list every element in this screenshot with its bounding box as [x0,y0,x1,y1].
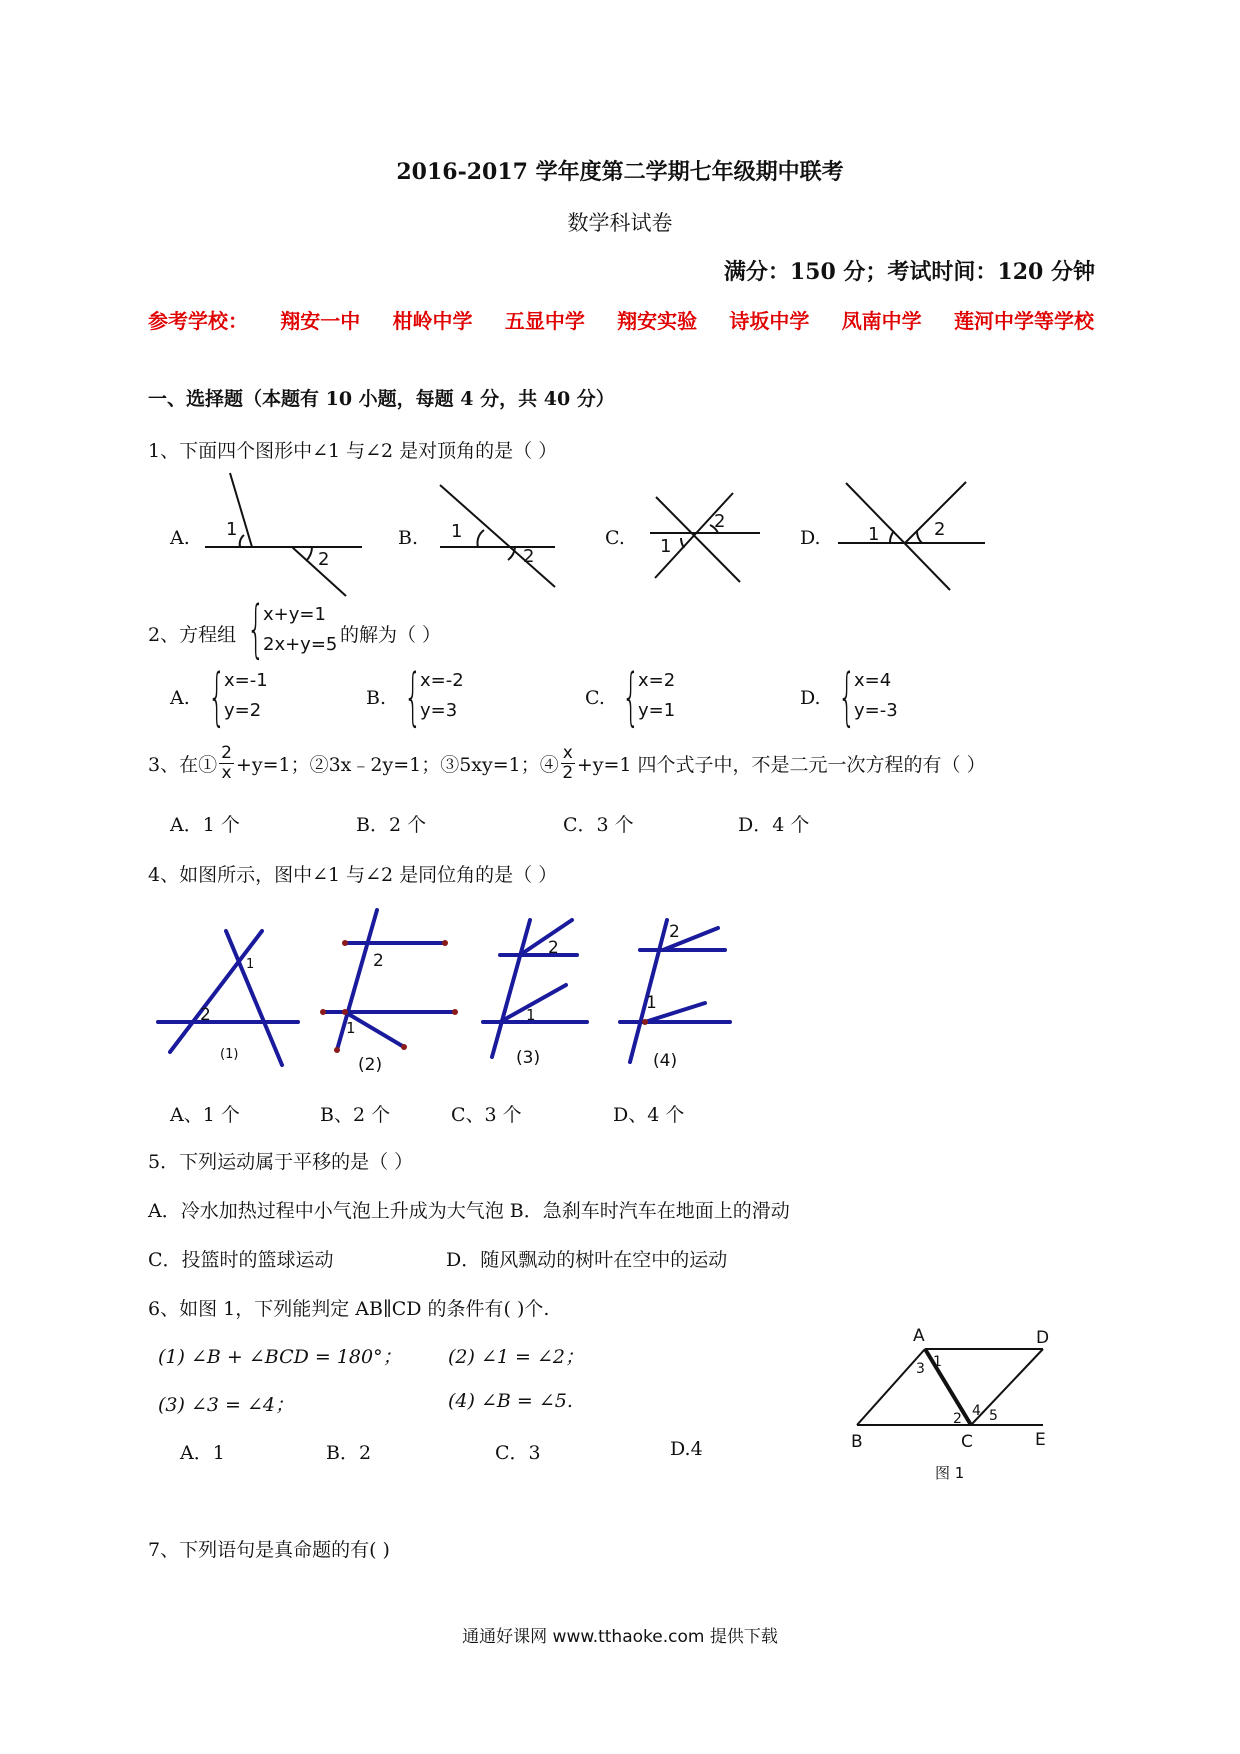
q4-option-c: C、3 个 [451,1104,522,1126]
q1c-label-1: 1 [660,536,672,557]
q2-option-b-y: y=3 [420,700,458,721]
q6-option-c: C．3 [495,1442,541,1464]
q4-option-b: B、2 个 [320,1104,391,1126]
q1d-label-2: 2 [934,519,946,540]
q3-fraction-1-num: 2 [221,743,232,763]
q2-brace: { [247,592,265,665]
q4f4-label-1: 1 [646,993,657,1013]
q6-line-ab [857,1349,925,1425]
q4f2-label-2: 2 [373,951,384,971]
q1a-label-1: 1 [226,519,238,540]
q2-eq1: x+y=1 [263,604,326,625]
q2-option-a-label: A. [170,687,190,709]
q2-option-c-y: y=1 [638,700,676,721]
q2-eq2: 2x+y=5 [263,634,338,655]
q4-option-a: A、1 个 [170,1104,240,1126]
q4f3-caption: (3) [516,1048,541,1068]
q3-part2: +y=1；②3x﹣2y=1；③5xy=1；④ [235,754,559,776]
footer: 通通好课网 www.tthaoke.com 提供下载 [462,1627,778,1647]
q4f4-caption: (4) [653,1051,678,1071]
q5-option-b: B．急刹车时汽车在地面上的滑动 [509,1200,790,1222]
q3-option-c: C．3 个 [563,814,634,836]
q3-option-d: D．4 个 [738,814,810,836]
q4f4-label-2: 2 [669,922,680,942]
q6-condition-1: (1) ∠B + ∠BCD = 180°； [158,1346,402,1368]
q2-suffix: 的解为（ ） [340,624,442,646]
q6-line-dc [971,1349,1043,1425]
q1a-label-2: 2 [318,549,330,570]
q6-condition-3: (3) ∠3 = ∠4； [158,1394,294,1416]
q1c-label-2: 2 [714,511,726,532]
q4f2-caption: (2) [358,1055,383,1075]
school-item: 诗坂中学 [729,309,810,333]
q6-point-d: D [1036,1328,1050,1348]
q2-option-c-label: C. [585,687,605,709]
q6-point-c: C [961,1432,973,1452]
q1-text: 1、下面四个图形中∠1 与∠2 是对顶角的是（ ） [148,440,558,462]
q2-option-d-x: x=4 [854,670,892,691]
q4-option-d: D、4 个 [613,1104,685,1126]
q2-option-a-brace: { [208,660,226,733]
q6-angle-5: 5 [989,1408,998,1424]
q4f2-label-1: 1 [346,1019,356,1037]
q6-option-b: B．2 [326,1442,372,1464]
q6-point-a: A [913,1326,925,1346]
q6-condition-4: (4) ∠B = ∠5. [448,1390,573,1412]
school-item: 翔安实验 [617,309,698,333]
q7-text: 7、下列语句是真命题的有( ) [148,1539,390,1561]
q6-angle-4: 4 [972,1403,981,1419]
q6-point-b: B [851,1432,863,1452]
q6-angle-2: 2 [953,1411,962,1427]
q4-text: 4、如图所示，图中∠1 与∠2 是同位角的是（ ） [148,864,558,886]
school-item: 五显中学 [504,309,585,333]
q2-option-b-brace: { [404,660,422,733]
q1-option-b: B. [398,527,419,549]
q1-option-c: C. [605,527,625,549]
section-title: 一、选择题（本题有 10 小题，每题 4 分，共 40 分） [148,388,615,410]
q2-option-d-y: y=-3 [854,700,898,721]
school-item: 凤南中学 [841,309,922,333]
q5-option-d: D．随风飘动的树叶在空中的运动 [446,1249,728,1271]
q5-text: 5．下列运动属于平移的是（ ） [148,1151,414,1173]
q4f3-label-2: 2 [548,938,559,958]
q4f1-label-2: 2 [200,1005,211,1025]
q3-option-a: A．1 个 [170,814,240,836]
q6-text: 6、如图 1，下列能判定 AB∥CD 的条件有( )个. [148,1298,550,1320]
q4f1-label-1: 1 [246,957,255,972]
q6-angle-1: 1 [933,1354,942,1370]
q2-option-d-brace: { [838,660,856,733]
q3-part1: 3、在① [148,754,218,776]
q3-option-b: B．2 个 [356,814,427,836]
school-item: 翔安一中 [280,309,361,333]
q1b-label-2: 2 [523,546,535,567]
q2-option-b-label: B. [366,687,387,709]
q5-option-a: A．冷水加热过程中小气泡上升成为大气泡 [148,1200,504,1222]
q6-condition-2: (2) ∠1 = ∠2； [448,1346,584,1368]
q2-option-b-x: x=-2 [420,670,464,691]
q5-option-c: C．投篮时的篮球运动 [148,1249,334,1271]
q3-fraction-1-den: x [221,763,232,783]
q2-option-c-brace: { [622,660,640,733]
q1b-label-1: 1 [451,521,463,542]
q6-option-a: A．1 [180,1442,225,1464]
q2-option-a-y: y=2 [224,700,262,721]
exam-subtitle: 数学科试卷 [567,211,673,235]
q4f3-label-1: 1 [526,1006,536,1024]
schools-label: 参考学校： [148,309,248,333]
q6-point-e: E [1035,1430,1046,1450]
q6-line-ac [925,1349,971,1425]
school-item: 莲河中学等学校 [953,309,1094,333]
q1d-label-1: 1 [868,524,880,545]
q2-option-d-label: D. [800,687,821,709]
q2-prefix: 2、方程组 [148,624,237,646]
q6-option-d: D.4 [670,1438,703,1460]
q3-fraction-2-den: 2 [562,763,574,783]
q6-figure-caption: 图 1 [935,1464,965,1482]
q3-fraction-2-num: x [562,743,573,763]
q1-option-d: D. [800,527,821,549]
q6-angle-3: 3 [916,1361,925,1377]
q1-option-a: A. [170,527,190,549]
exam-title: 2016-2017 学年度第二学期七年级期中联考 [396,159,844,185]
q4f1-caption: (1) [220,1047,239,1062]
school-item: 柑岭中学 [392,309,473,333]
score-info: 满分：150 分；考试时间：120 分钟 [723,259,1095,285]
q2-option-c-x: x=2 [638,670,676,691]
q3-part3: +y=1 四个式子中，不是二元一次方程的有（ ） [576,754,986,776]
q2-option-a-x: x=-1 [224,670,268,691]
